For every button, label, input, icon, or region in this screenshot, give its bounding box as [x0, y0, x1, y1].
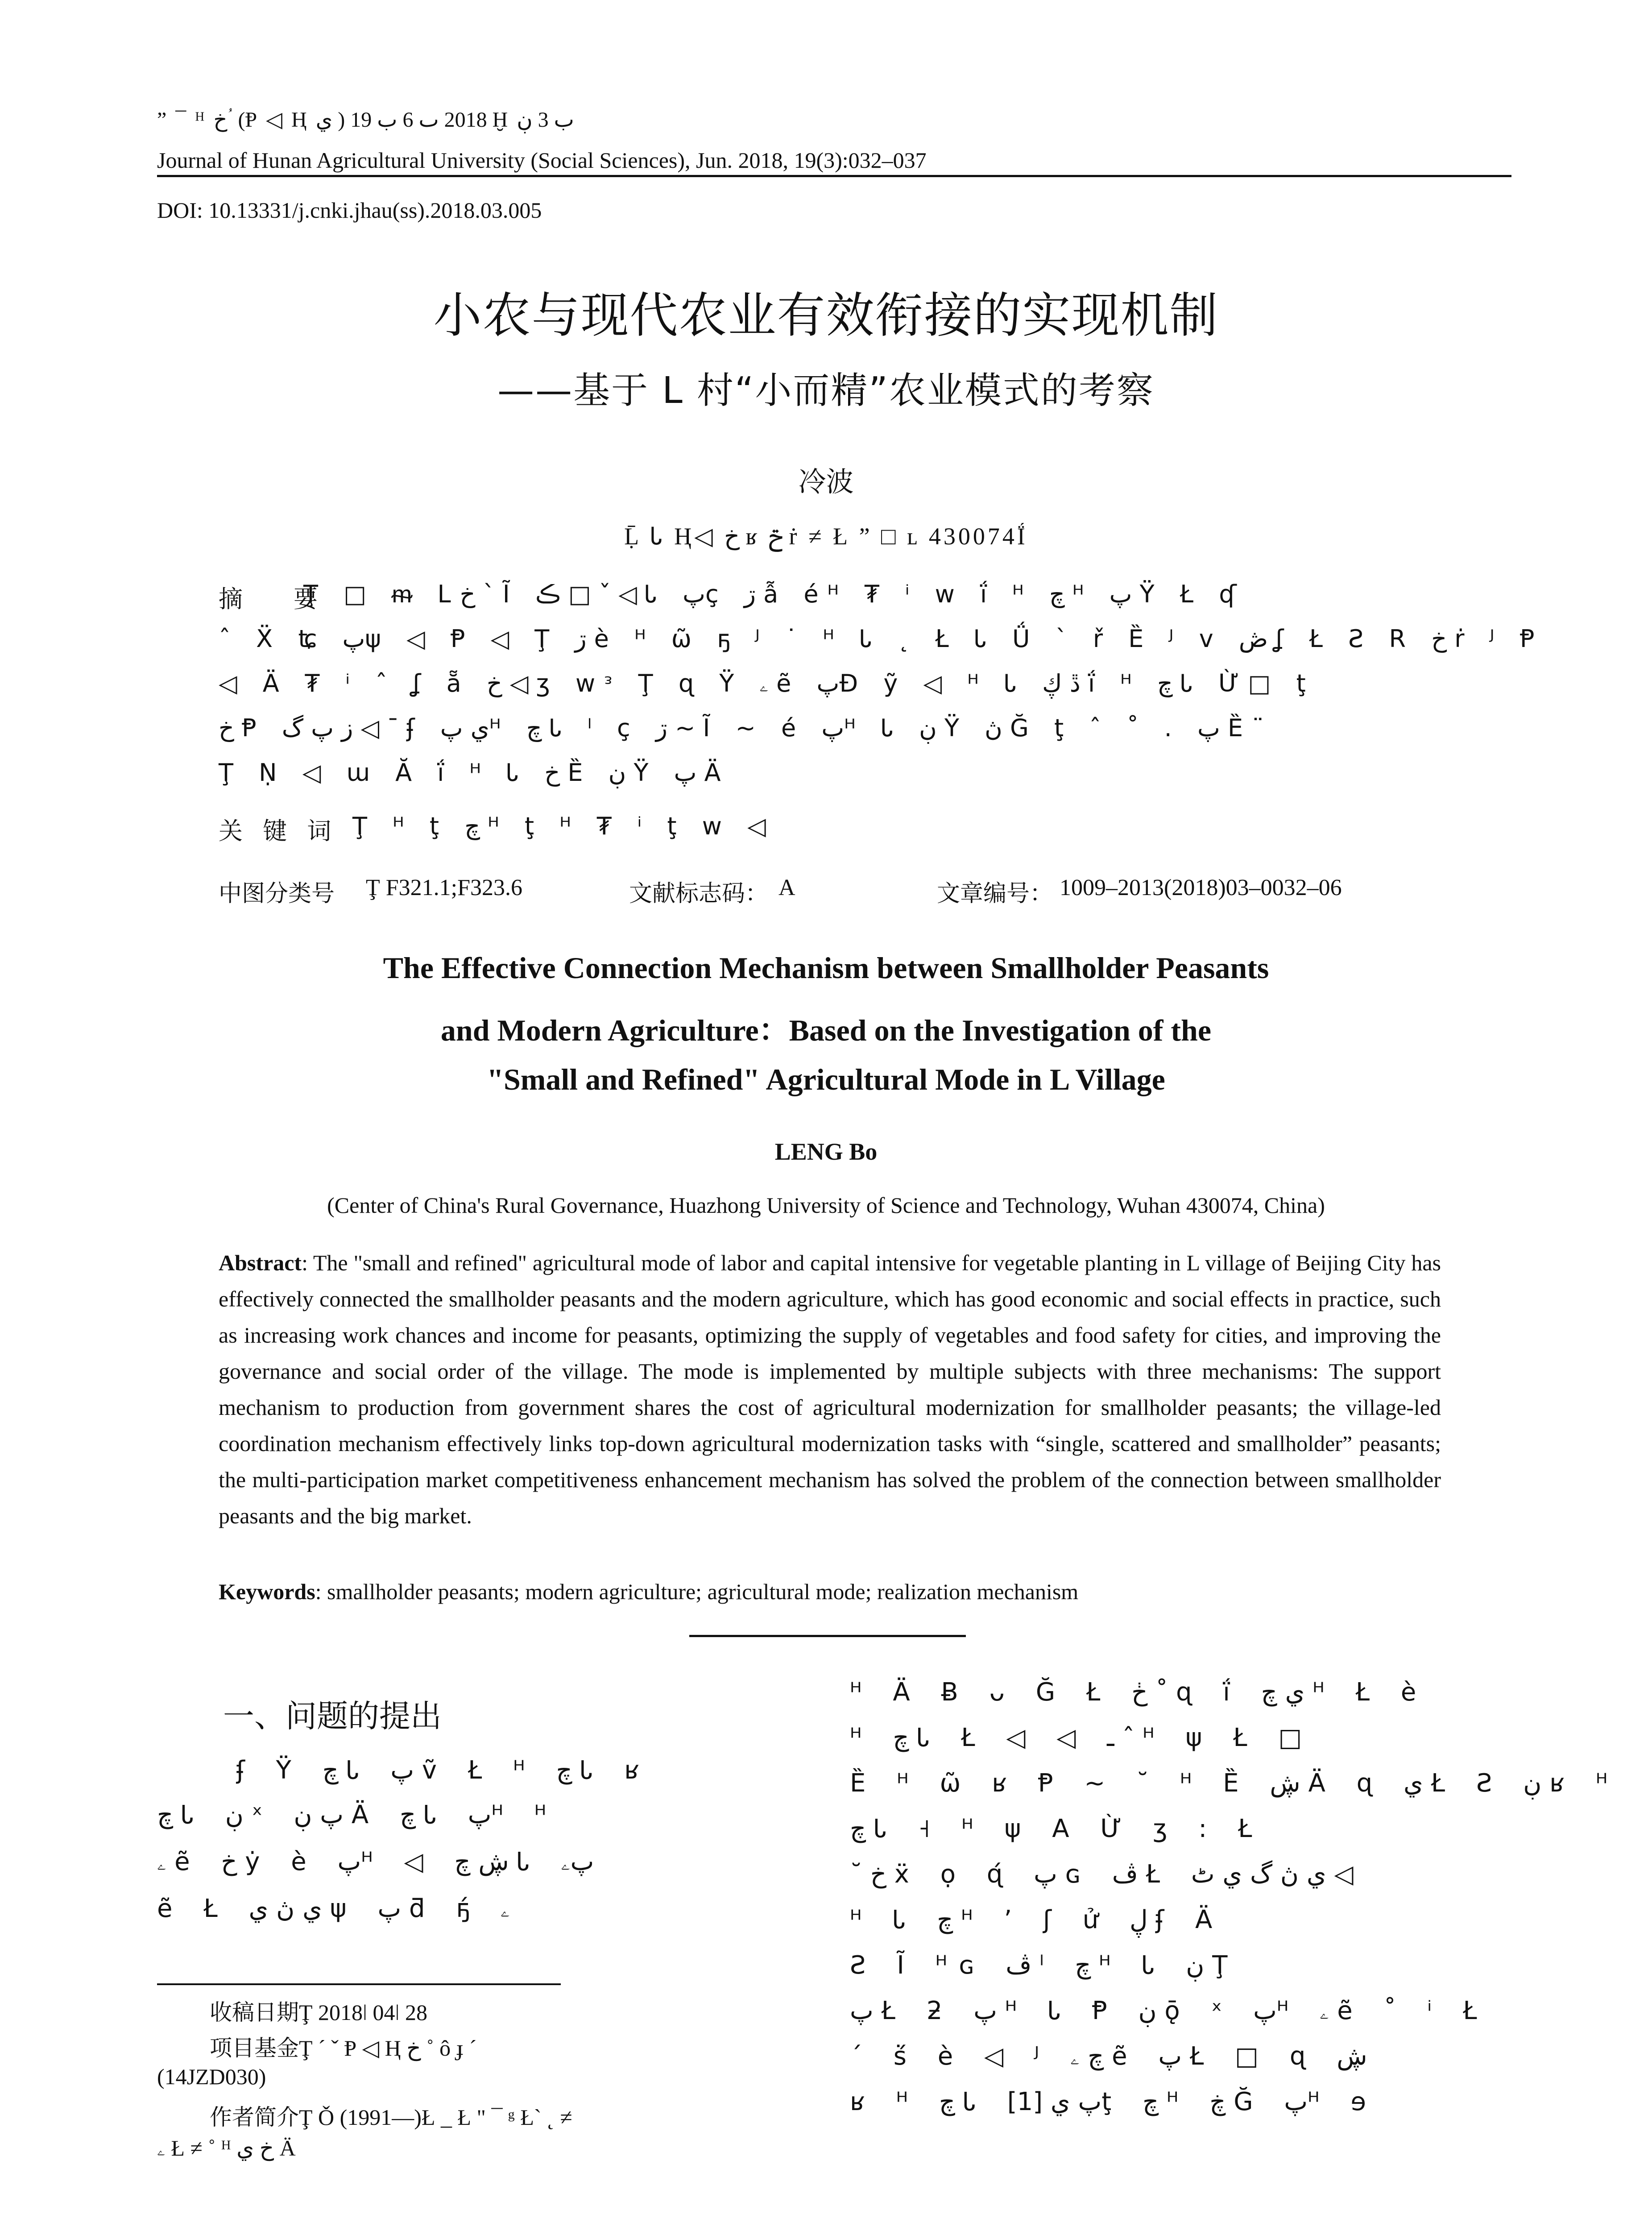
body-right-line: ˘ خ ẍ ọ ɋ́ پ ɢ ڤ Ł ي ڽ گ ي ٹ ◁	[850, 1860, 1354, 1889]
clc-value: Ţ F321.1;F323.6	[366, 875, 523, 900]
body-left-line: ʄ Ÿ چ Ꮣ پ ṽ Ł ᴴ چ Ꮣ ʁ	[236, 1756, 651, 1785]
fund-code: (14JZD030)	[157, 2064, 266, 2089]
article-id-label: 文章编号：	[937, 880, 1053, 907]
body-right-line: Ȅ ᴴ ῶ ʁ Ᵽ ~ ˘ ᴴ Ȅ ڜ Ä ɋ ي Ł Ƨ ڹ ʁ ᴴ	[850, 1769, 1619, 1798]
body-left-line: چ Ꮣ ڹ ˣ پ ڹ Ä چ Ꮣ پᴴ ᴴ	[157, 1800, 558, 1829]
article-title-en-line: The Effective Connection Mechanism between Smallholder Peasants	[383, 951, 1269, 985]
article-id-value: 1009–2013(2018)03–0032–06	[1060, 875, 1342, 900]
body-right-line: ´ ṥ è ◁ ᴶ چ ۦ ẽ پ Ł □ ɋ ڜ	[850, 2042, 1367, 2071]
affiliation-en: (Center of China's Rural Governance, Huazhong University of Science and Technology, Wuhan 430074, China)	[327, 1193, 1325, 1218]
abstract-en	[219, 1245, 1441, 1534]
body-right-line: ʁ ᴴ چ Ꮣ پ ي [1]ţ چ ᴴ ڿ Ğ پᴴ ɘ	[850, 2087, 1378, 2116]
body-right-line: ᴴ Ꮣ چ ᴴ ’ ʃ ử ڸ ʄ Ä	[850, 1905, 1224, 1934]
body-right-line: ᴴ Ä Ƀ ᴗ Ğ Ł ڂ ˚ ɋ ḯ ي چ ᴴ Ł è	[850, 1678, 1428, 1707]
abstract-cn	[219, 580, 1544, 830]
footnote-rule	[157, 1983, 561, 1985]
author-cn: 冷波	[798, 465, 854, 498]
doc-code-label: 文献标志码：	[629, 880, 769, 907]
keywords-en-text: : smallholder peasants; modern agriculture; agricultural mode; realization mechanism	[315, 1579, 1079, 1604]
article-title-cn: 小农与现代农业有效衔接的实现机制	[433, 288, 1219, 344]
fund-value: Ţ ´ ˇ Ᵽ ◁ Ⱨ خ ˚ ô ɟ ´	[299, 2036, 477, 2061]
journal-header-cn: ” ¯ ᴴ خ ؙ (Ᵽ ◁ Ⱨ ي ) 2018 ٮ 6 ب 19 Ḫ ب 3 ڹ	[157, 108, 574, 132]
header-rule	[157, 175, 1511, 177]
article-subtitle-cn: ——基于 L 村“小而精”农业模式的考察	[497, 369, 1155, 412]
bio-line2: ۦ Ł ≠ ˚ ᴴ خ ي Ä	[157, 2136, 296, 2161]
article-title-en-line: and Modern Agriculture：Based on the Investigation of the	[440, 1013, 1212, 1047]
body-left-line: ẽ Ł ي ڽ ي ψ پ ƌ ҕ́ ۦ	[157, 1894, 510, 1923]
body-right-line: Ƨ Ĩ ᴴɢ ڤ ˡ چ ᴴ Ꮣ ڹ Ţ	[850, 1951, 1239, 1980]
clc-label: 中图分类号	[219, 880, 335, 907]
bio-value: Ţ Ǒ (1991—)Ł _ Ł " ¯ ᵍ Ł` ˛ ≠	[299, 2105, 572, 2130]
affiliation-cn: Ḹ Ꮣ Ⱨ◁ خ ʁ ݗ ṙ ≠ Ł ” □ ʟ 430074Ḯ	[624, 523, 1028, 550]
keywords-en	[219, 1579, 1078, 1605]
footnote-received	[210, 1995, 427, 2027]
body-right-line: چ Ꮣ ˧ ᴴ ψ A Ừ ʒ : Ł	[850, 1814, 1264, 1843]
fund-label: 项目基金	[210, 2035, 299, 2061]
article-title-en-line: "Small and Refined" Agricultural Mode in L Village	[487, 1062, 1165, 1096]
journal-header-en: Journal of Hunan Agricultural University (Social Sciences), Jun. 2018, 19(3):032–037	[157, 148, 927, 173]
footnote-bio	[210, 2099, 572, 2131]
abstract-cn-label: 摘 要	[219, 585, 331, 613]
body-right-line: ᴴ چ Ꮣ Ł ◁ ◁ ـ ˆ ᴴ ψ Ł □	[850, 1723, 1314, 1752]
abstract-en-text: : The "small and refined" agricultural mode of labor and capital intensive for vegetable planting in L village of Beijing City has effectively connected the smallholder peasants and the modern agriculture, which has good economic and social effects in practice, such as increasing work chances and income for peasants, optimizing the supply of vegetables and food safety for cities, and improving the governance and social order of the village. The mode is implemented by multiple subjects with three mechanisms: The support mechanism to production from government shares the cost of agricultural modernization for smallholder peasants; the village-led coordination mechanism effectively links top-down agricultural modernization tasks with “single, scattered and smallholder” peasants; the multi-participation market competitiveness enhancement mechanism has solved the problem of the connection between smallholder peasants and the big market.	[219, 1250, 1441, 1528]
footnote-fund	[210, 2030, 476, 2062]
section-separator	[689, 1635, 966, 1637]
abstract-cn-line: ◁ Ä ₮ ⁱ ˆ ʆ ẵ خ ◁ ʒ ᴡᵌ Ţ ɋ Ÿ ۦ ẽ پĐ ỹ ◁ ᴴ Ꮣ ڐ ڮ ḯ ᴴ چ Ꮣ Ừ□ ţ	[219, 669, 1315, 697]
body-left-line: ۦ ẽ خ ẏ è پᴴ ◁ ڜ چ Ꮣ پۦ	[157, 1847, 594, 1876]
bio-label: 作者简介	[210, 2104, 299, 2130]
abstract-cn-line: خ Ᵽ ز پ گ ◁ ¯ ʄ ي پᴴ چ Ꮣ ˡ ç ڗ ~ Ĩ ~ é پᴴ Ꮣ ڹ Ÿ ڽ Ğ ţ ˆ ˚ . پ Ȅ¨	[219, 714, 1273, 742]
body-right-line: پ Ł ƻ پ ᴴ Ꮣ Ᵽ ڹ ǭ ˣ پᴴ ۦ ẽ ˚ ⁱ Ł	[850, 1996, 1489, 2025]
section-heading: 一、问题的提出	[223, 1698, 442, 1734]
abstract-cn-line: ˆ Ẍ ʨ پψ ◁ Ᵽ ◁ Ţ ڗ è ᴴ ῶ ҕ ᴶ ˙ ᴴ Ꮣ ˛ Ł Ꮣ Ǘ ` ř Ȅ ᴶ ᴠ ڞ ʆ Ł Ƨ R خ ṙ ᴶ Ᵽ	[219, 625, 1544, 653]
doi: DOI: 10.13331/j.cnki.jhau(ss).2018.03.005	[157, 198, 542, 223]
abstract-en-label: Abstract	[219, 1250, 302, 1275]
abstract-cn-line: Ţ □ ᵯ Lخ ` Ĩ ڪ □ ˇ ◁ Ꮣ پç ڗ ẫ éᴴ ₮ ⁱ ᴡ ḯ ᴴ چ ᴴ پ Ÿ Ł ʠ	[303, 580, 1246, 608]
doc-code-value: A	[778, 875, 795, 900]
keywords-en-label: Keywords	[219, 1579, 315, 1604]
received-label: 收稿日期	[210, 1999, 299, 2025]
keywords-cn-label: 关 键 词	[219, 817, 338, 845]
keywords-cn-value: Ţ ᴴ ţ چ ᴴ ţ ᴴ ₮ ⁱ ţ ᴡ ◁	[352, 812, 775, 840]
author-en: LENG Bo	[774, 1138, 878, 1165]
received-value: Ţ 2018ǀ 04ǀ 28	[299, 2000, 428, 2025]
abstract-cn-line: Ţ Ṇ ◁ ɯ Ă ḯ ᴴ Ꮣ خ Ȅ ڹ Ÿ پ Ä	[219, 759, 730, 787]
